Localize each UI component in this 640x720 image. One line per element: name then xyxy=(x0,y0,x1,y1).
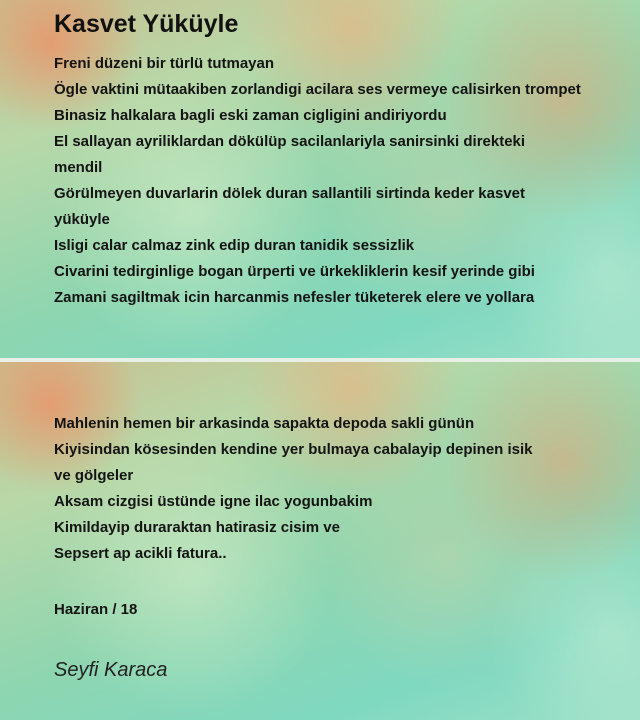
poem-line: Mahlenin hemen bir arkasinda sapakta depoda sakli günün xyxy=(54,415,475,432)
poem-line: mendil xyxy=(54,159,103,176)
poem-line: Freni düzeni bir türlü tutmayan xyxy=(54,55,275,72)
poem-card-top xyxy=(0,0,640,358)
poem-line: yüküyle xyxy=(54,211,110,228)
poem-date: Haziran / 18 xyxy=(54,601,138,618)
poem-line: Civarini tedirginlige bogan ürperti ve ürkekliklerin kesif yerinde gibi xyxy=(54,263,535,280)
poem-author: Seyfi Karaca xyxy=(54,659,168,681)
poem-line: Kiyisindan kösesinden kendine yer bulmaya cabalayip depinen isik xyxy=(54,441,533,458)
poem-line: Kimildayip duraraktan hatirasiz cisim ve xyxy=(54,519,340,536)
poem-line: Ögle vaktini mütaakiben zorlandigi acilara ses vermeye calisirken trompet xyxy=(54,81,581,98)
poem-line: Sepsert ap acikli fatura.. xyxy=(54,545,227,562)
poem-line: Aksam cizgisi üstünde igne ilac yogunbakim xyxy=(54,493,373,510)
poem-line: Isligi calar calmaz zink edip duran tanidik sessizlik xyxy=(54,237,415,254)
poem-card-bottom xyxy=(0,362,640,720)
poem-line: El sallayan ayriliklardan dökülüp sacilanlariyla sanirsinki direkteki xyxy=(54,133,526,150)
poem-line: ve gölgeler xyxy=(54,467,134,484)
poem-line: Zamani sagiltmak icin harcanmis nefesler tüketerek elere ve yollara xyxy=(54,289,535,306)
poem-line: Binasiz halkalara bagli eski zaman cigligini andiriyordu xyxy=(54,107,447,124)
stanza-1 xyxy=(54,51,624,311)
poem-title: Kasvet Yüküyle xyxy=(54,10,239,38)
stanza-2 xyxy=(54,411,624,567)
poem-line: Görülmeyen duvarlarin dölek duran sallantili sirtinda keder kasvet xyxy=(54,185,525,202)
